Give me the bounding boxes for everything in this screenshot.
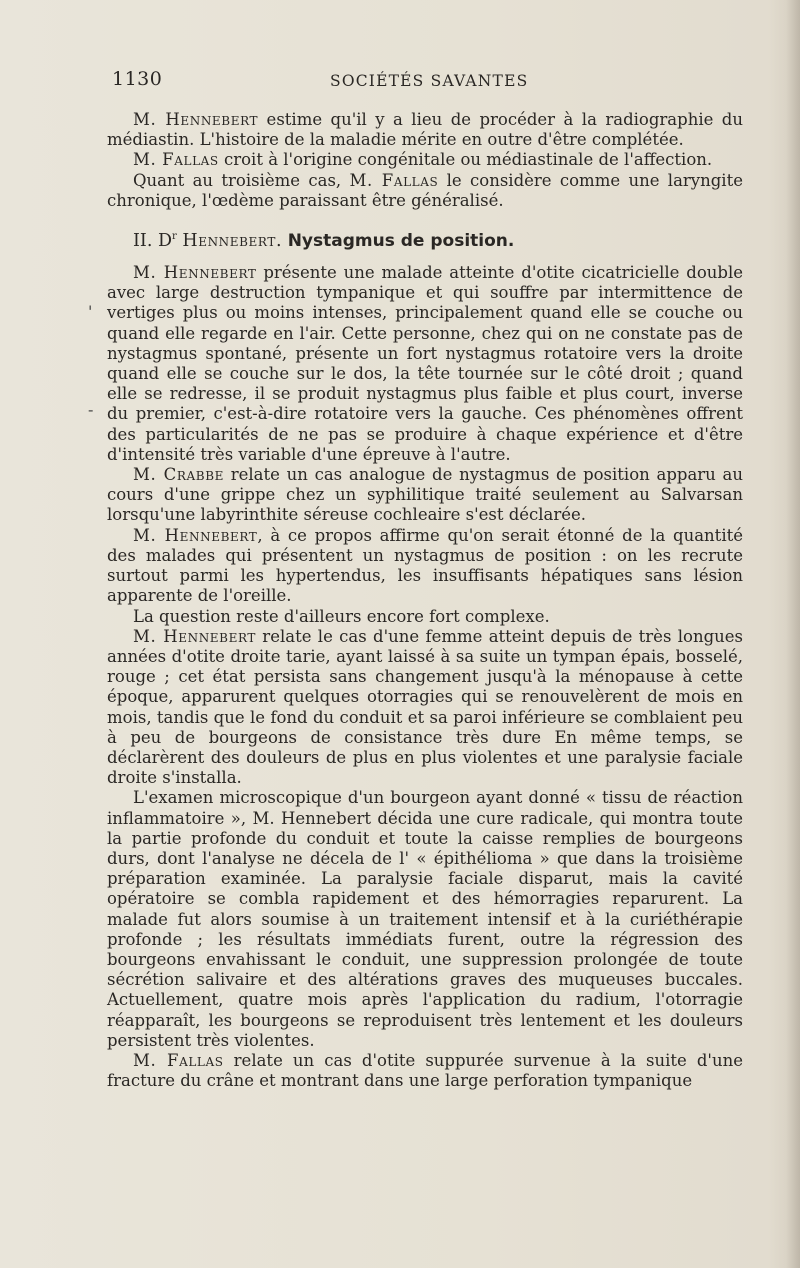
margin-mark: ' (88, 302, 93, 321)
paragraph-text: croit à l'origine congénitale ou médiastinale de l'affection. (218, 150, 713, 170)
paragraph (107, 110, 743, 150)
page-edge-shadow (786, 0, 800, 1268)
paragraph-text: relate un cas d'otite suppurée survenue à la suite d'une fracture du crâne et montrant dans une large perforation tympanique (107, 1050, 743, 1091)
paragraph-text: présente une malade atteinte d'otite cicatricielle double avec large destruction tympanique et qui souffre par intermittence de vertiges plus ou moins intenses, principalement quand elle se couche ou quand elle regarde en l'air. Cette personne, chez qui on ne constate pas de nystagmus spontané, présente un fort nystagmus rotatoire vers la droite quand elle se couche sur le dos, la tête tournée sur le côté droit ; quand elle se redresse, il se produit nystagmus plus faible et plus court, inverse du premier, c'est-à-dire rotatoire vers la gauche. Ces phénomènes offrent des particularités de ne pas se produire à chaque expérience et d'être d'intensité très variable d'une épreuve à l'autre. (107, 263, 743, 464)
body-text (107, 110, 743, 1091)
speaker-name: M. Crabbe (133, 465, 224, 485)
paragraph (107, 171, 743, 211)
speaker-name: M. Hennebert (133, 263, 257, 283)
page-header (108, 68, 748, 98)
section-title: Nystagmus de position. (287, 230, 515, 251)
paragraph (107, 627, 743, 789)
speaker-name: M. Fallas (349, 170, 439, 190)
paragraph (107, 607, 743, 627)
speaker-name: M. Fallas (133, 150, 219, 170)
section-number: II. (133, 230, 153, 251)
section-author: Hennebert. (182, 230, 283, 251)
paragraph-text: La question reste d'ailleurs encore fort complexe. (133, 606, 550, 626)
paragraph (107, 526, 743, 607)
speaker-name: M. Hennebert (133, 110, 259, 129)
paragraph-text: le considère comme une laryngite chronique, l'œdème paraissant être généralisé. (107, 170, 743, 210)
speaker-name: M. Hennebert (133, 626, 256, 646)
section-heading (107, 227, 743, 251)
paragraph-text: relate un cas analogue de nystagmus de position apparu au cours d'une grippe chez un syphilitique traité seulement au Salvarsan lorsqu'une labyrinthite séreuse cochleaire s'est déclarée. (107, 465, 744, 525)
margin-mark: - (88, 400, 94, 419)
paragraph-text: Quant au troisième cas, (133, 170, 350, 190)
dr-superscript: r (172, 231, 177, 243)
page-number: 1130 (112, 68, 163, 90)
speaker-name: M. Fallas (133, 1050, 224, 1070)
paragraph-text: , à ce propos affirme qu'on serait étonné de la quantité des malades qui présentent un nystagmus de position : on les recrute surtout parmi les hypertendus, les insuffisants hépatiques sans lésion apparente de l'oreille. (107, 525, 743, 606)
paragraph-text: relate le cas d'une femme atteint depuis de très longues années d'otite droite tarie, ayant laissé à sa suite un tympan épais, bosselé, rouge ; cet état persista sans changement jusqu'à la ménopause à cette époque, apparurent quelques otorragies qui se renouvelèrent de mois en mois, tandis que le fond du conduit et sa paroi inférieure se comblaient peu à peu de bourgeons de consistance très dure En même temps, se déclarèrent des douleurs de plus en plus violentes et une paralysie faciale droite s'installa. (107, 626, 743, 788)
paragraph (107, 1051, 743, 1091)
paragraph (107, 150, 743, 170)
speaker-name: M. Hennebert (133, 525, 258, 545)
running-head: SOCIÉTÉS SAVANTES (330, 72, 529, 90)
paragraph (107, 465, 743, 526)
paragraph (107, 788, 743, 1051)
dr-abbrev: D (157, 230, 172, 251)
paragraph (107, 263, 743, 465)
paragraph-text: L'examen microscopique d'un bourgeon ayant donné « tissu de réaction inflammatoire », M. Hennebert décida une cure radicale, qui montra toute la partie profonde du conduit et toute la caisse remplies de bourgeons durs, dont l'analyse ne décela de l' « épithélioma » que dans la troisième préparation examinée. La paralysie faciale disparut, mais la cavité opératoire se combla rapidement et des hémorragies reparurent. La malade fut alors soumise à un traitement intensif et à la curiéthérapie profonde ; les résultats immédiats furent, outre la régression des bourgeons envahissant le conduit, une suppression prolongée de toute sécrétion salivaire et des altérations graves des muqueuses buccales. Actuellement, quatre mois après l'application du radium, l'otorragie réapparaît, les bourgeons se reproduisent très lentement et les douleurs persistent très violentes. (107, 788, 743, 1050)
paragraph-text: estime qu'il y a lieu de procéder à la radiographie du médiastin. L'histoire de la maladie mérite en outre d'être complétée. (107, 110, 744, 150)
